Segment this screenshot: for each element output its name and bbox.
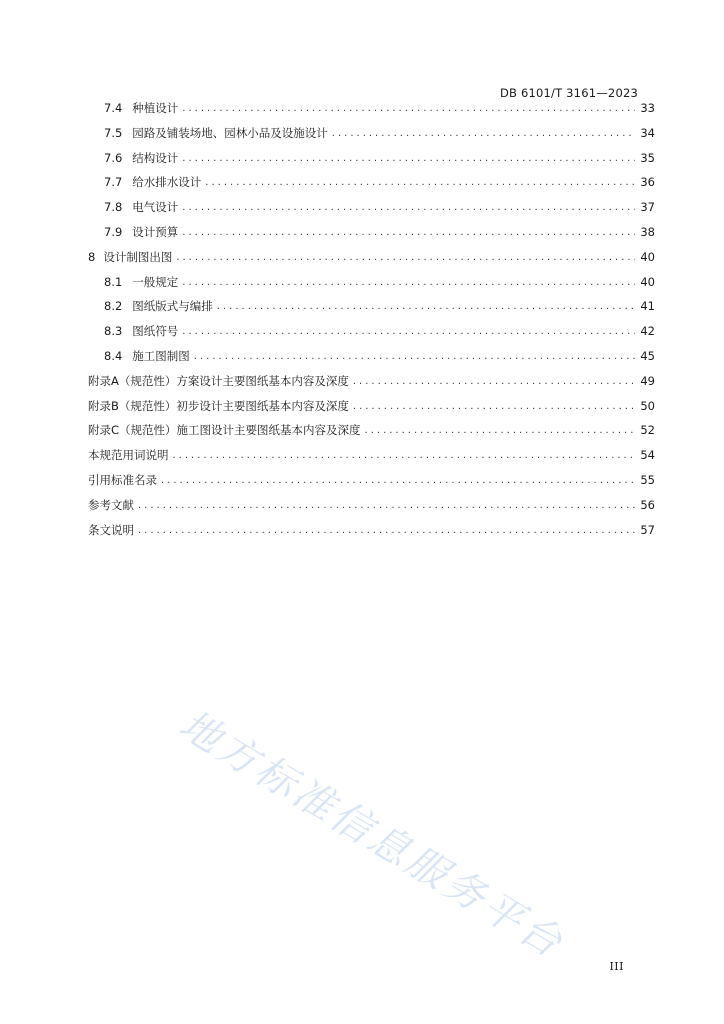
toc-entry-number: 7.8 xyxy=(104,200,123,215)
toc-entry-page: 42 xyxy=(640,324,655,339)
toc-leader-dots xyxy=(182,202,635,213)
toc-entry-page: 40 xyxy=(640,249,655,264)
document-header-code: DB 6101/T 3161—2023 xyxy=(499,86,638,100)
toc-entry[interactable] xyxy=(88,224,655,249)
toc-leader-dots xyxy=(194,351,635,362)
toc-entry-title: 附录B（规范性）初步设计主要图纸基本内容及深度 xyxy=(88,398,349,413)
toc-entry-title: 一般规定 xyxy=(132,274,179,289)
toc-entry[interactable] xyxy=(88,274,655,299)
toc-entry-number: 7.4 xyxy=(104,101,123,115)
toc-entry-number: 7.6 xyxy=(104,150,123,165)
toc-entry-title: 设计制图出图 xyxy=(103,249,173,264)
toc-entry[interactable] xyxy=(88,447,655,472)
toc-leader-dots xyxy=(217,301,635,312)
toc-entry-number: 8.1 xyxy=(104,274,123,289)
toc-leader-dots xyxy=(182,103,635,114)
toc-leader-dots xyxy=(182,326,635,337)
toc-entry-title: 设计预算 xyxy=(132,224,179,239)
toc-entry-title: 施工图制图 xyxy=(132,348,190,363)
toc-entry-page: 35 xyxy=(640,150,655,165)
toc-entry-title: 附录A（规范性）方案设计主要图纸基本内容及深度 xyxy=(88,373,349,388)
toc-entry[interactable] xyxy=(88,150,655,175)
toc-entry[interactable] xyxy=(88,497,655,522)
watermark-text: 地方标准信息服务平台 xyxy=(171,701,573,968)
toc-entry[interactable] xyxy=(88,422,655,447)
toc-entry-page: 50 xyxy=(640,398,655,413)
toc-entry-page: 55 xyxy=(640,472,655,487)
table-of-contents xyxy=(88,100,655,546)
toc-entry-page: 36 xyxy=(640,175,655,190)
toc-entry-number: 7.5 xyxy=(104,125,123,140)
toc-entry-title: 图纸符号 xyxy=(132,324,179,339)
toc-entry[interactable] xyxy=(88,249,655,274)
toc-entry-title: 参考文献 xyxy=(88,497,134,512)
toc-leader-dots xyxy=(138,500,635,511)
toc-entry-title: 附录C（规范性）施工图设计主要图纸基本内容及深度 xyxy=(88,423,361,438)
toc-entry-page: 38 xyxy=(640,224,655,239)
toc-entry[interactable] xyxy=(88,125,655,150)
toc-entry-title: 图纸版式与编排 xyxy=(132,299,213,314)
toc-leader-dots xyxy=(161,475,635,486)
toc-entry[interactable] xyxy=(88,398,655,423)
toc-leader-dots xyxy=(353,376,635,387)
toc-leader-dots xyxy=(332,128,635,139)
toc-entry-number: 8.3 xyxy=(104,324,123,339)
toc-leader-dots xyxy=(176,252,635,263)
page-number: III xyxy=(609,960,624,973)
toc-entry-page: 56 xyxy=(640,497,655,512)
toc-entry-number: 7.7 xyxy=(104,175,123,190)
toc-leader-dots xyxy=(182,277,635,288)
toc-leader-dots xyxy=(138,525,635,536)
toc-entry-page: 54 xyxy=(640,448,655,463)
toc-entry[interactable] xyxy=(88,472,655,497)
toc-entry[interactable] xyxy=(88,199,655,224)
toc-entry-page: 37 xyxy=(640,200,655,215)
toc-leader-dots xyxy=(353,401,635,412)
toc-entry[interactable] xyxy=(88,298,655,323)
toc-entry[interactable] xyxy=(88,323,655,348)
toc-entry-title: 园路及铺装场地、园林小品及设施设计 xyxy=(132,125,328,140)
toc-entry[interactable] xyxy=(88,348,655,373)
toc-entry-title: 电气设计 xyxy=(132,200,179,215)
toc-entry-title: 给水排水设计 xyxy=(132,175,202,190)
toc-entry-page: 33 xyxy=(640,101,655,115)
toc-entry-title: 条文说明 xyxy=(88,522,134,537)
toc-entry-page: 40 xyxy=(640,274,655,289)
toc-entry-page: 41 xyxy=(640,299,655,314)
toc-leader-dots xyxy=(182,153,635,164)
toc-entry-page: 49 xyxy=(640,373,655,388)
toc-entry-number: 7.9 xyxy=(104,224,123,239)
toc-entry[interactable] xyxy=(88,373,655,398)
toc-entry-title: 结构设计 xyxy=(132,150,179,165)
toc-entry-title: 种植设计 xyxy=(132,101,179,115)
toc-entry-page: 34 xyxy=(640,125,655,140)
toc-leader-dots xyxy=(182,227,635,238)
toc-entry-page: 57 xyxy=(640,522,655,537)
toc-entry-page: 52 xyxy=(640,423,655,438)
toc-entry[interactable] xyxy=(88,174,655,199)
toc-entry-number: 8.2 xyxy=(104,299,123,314)
toc-leader-dots xyxy=(365,425,635,436)
toc-entry-number: 8 xyxy=(88,249,96,264)
toc-entry-title: 本规范用词说明 xyxy=(88,448,169,463)
toc-entry-page: 45 xyxy=(640,348,655,363)
toc-leader-dots xyxy=(173,450,636,461)
toc-leader-dots xyxy=(205,177,635,188)
toc-entry[interactable] xyxy=(88,100,655,125)
toc-entry-title: 引用标准名录 xyxy=(88,472,157,487)
toc-entry-number: 8.4 xyxy=(104,348,123,363)
toc-entry[interactable] xyxy=(88,522,655,547)
